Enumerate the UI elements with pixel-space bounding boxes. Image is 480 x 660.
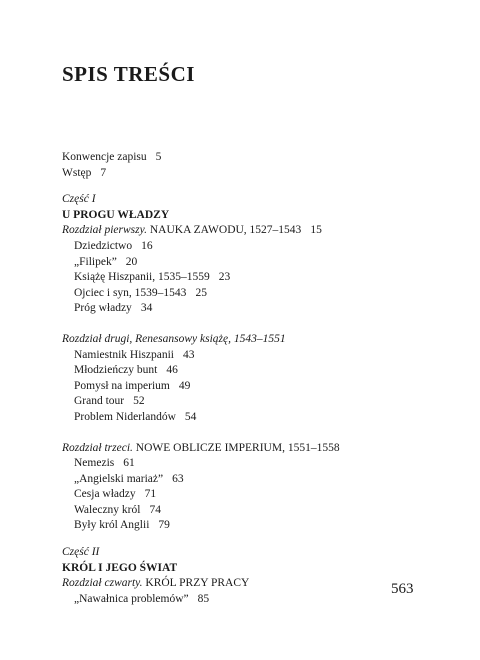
list-item: Książę Hiszpanii, 1535–1559 23	[74, 271, 231, 284]
list-item: Były król Anglii 79	[74, 519, 170, 532]
page-title: SPIS TREŚCI	[62, 62, 195, 86]
part-2-title: KRÓL I JEGO ŚWIAT	[62, 561, 178, 574]
list-item: Próg władzy 34	[74, 302, 153, 315]
toc-entry-introduction: Wstęp 7	[62, 166, 107, 179]
list-item: „Nawałnica problemów” 85	[74, 592, 210, 605]
table-of-contents	[62, 150, 442, 607]
chapter-4-heading: Rozdział czwarty. KRÓL PRZY PRACY	[62, 577, 250, 590]
chapter-2-heading: Rozdział drugi, Renesansowy książę, 1543–1551	[62, 332, 286, 345]
list-item: Ojciec i syn, 1539–1543 25	[74, 286, 207, 299]
list-item: „Angielski mariaż” 63	[74, 472, 184, 485]
list-item: Dziedzictwo 16	[74, 239, 153, 252]
list-item: Nemezis 61	[74, 457, 135, 470]
list-item: Waleczny król 74	[74, 503, 161, 516]
list-item: Namiestnik Hiszpanii 43	[74, 348, 195, 361]
part-1-label: Część I	[62, 193, 96, 206]
list-item: Cesja władzy 71	[74, 488, 157, 501]
page-number: 563	[391, 581, 414, 597]
list-item: Problem Niderlandów 54	[74, 410, 197, 423]
list-item: Pomysł na imperium 49	[74, 379, 191, 392]
list-item: „Filipek” 20	[74, 255, 138, 268]
list-item: Młodzieńczy bunt 46	[74, 364, 178, 377]
part-2-label: Część II	[62, 546, 100, 559]
chapter-3-heading: Rozdział trzeci. NOWE OBLICZE IMPERIUM, 1551–1558	[62, 441, 340, 454]
toc-entry-conventions: Konwencje zapisu 5	[62, 151, 162, 163]
list-item: Grand tour 52	[74, 395, 145, 408]
part-1-title: U PROGU WŁADZY	[62, 208, 170, 221]
chapter-1-heading: Rozdział pierwszy. NAUKA ZAWODU, 1527–1543 15	[62, 224, 322, 237]
